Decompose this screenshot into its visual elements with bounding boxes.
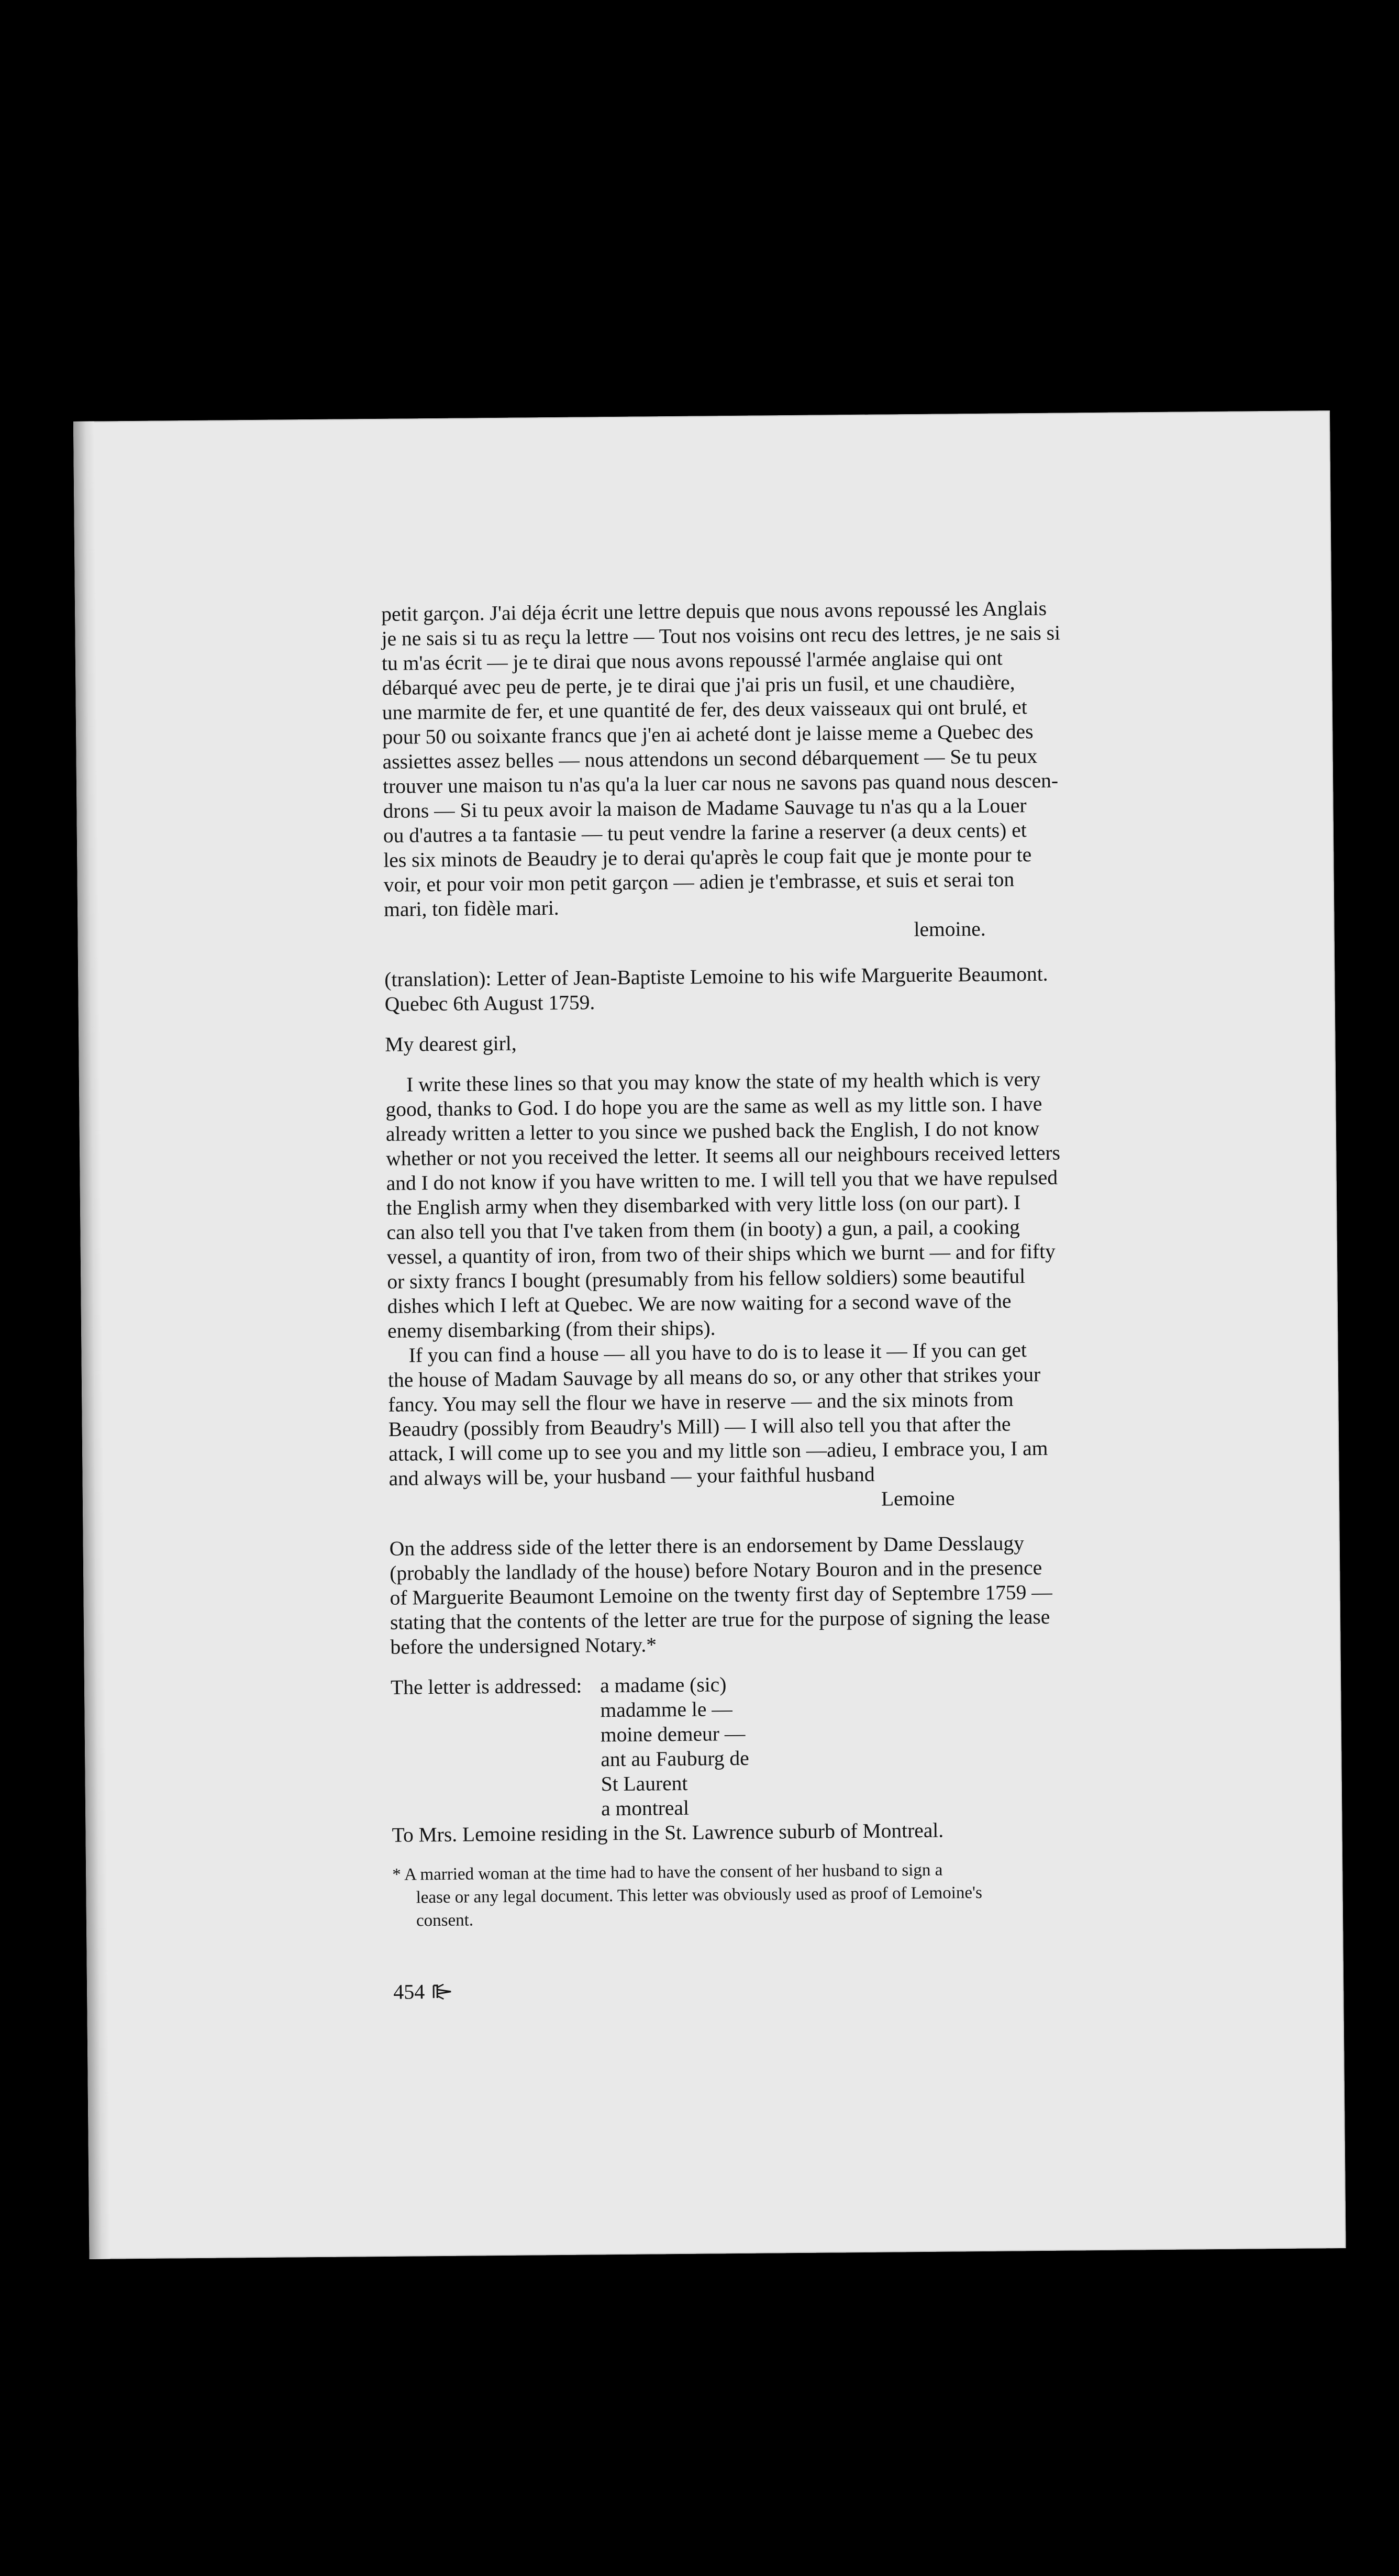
translation-heading-line: Quebec 6th August 1759. — [384, 991, 595, 1016]
endorsement-paragraph — [390, 1530, 1113, 1660]
translation-line: vessel, a quantity of iron, from two of their ships which we burnt — and for fifty — [386, 1239, 1056, 1269]
translation-line: or sixty francs I bought (presumably from his fellow soldiers) some beautiful — [387, 1264, 1026, 1293]
french-line: drons — Si tu peux avoir la maison de Madame Sauvage tu n'as qu a la Louer — [383, 794, 1027, 823]
french-line: voir, et pour voir mon petit garçon — adien je t'embrasse, et suis et serai ton — [383, 868, 1015, 896]
translation-line: whether or not you received the letter. It seems all our neighbours received letters — [386, 1141, 1061, 1170]
translation-line: Beaudry (possibly from Beaudry's Mill) — I will also tell you that after the — [388, 1412, 1011, 1441]
address-line: St Laurent — [601, 1771, 688, 1796]
translation-line: attack, I will come up to see you and my little son —adieu, I embrace you, I am — [388, 1436, 1048, 1465]
address-line: moine demeur — — [600, 1722, 746, 1747]
pointing-hand-icon — [432, 1982, 453, 2001]
endorsement-line: stating that the contents of the letter are true for the purpose of signing the lease — [390, 1605, 1050, 1634]
page-number-row — [393, 1973, 1116, 2004]
address-line: a madame (sic) — [599, 1673, 727, 1697]
translation-line: already written a letter to you since we pushed back the English, I do not know — [385, 1116, 1040, 1146]
salutation: My dearest girl, — [385, 1031, 517, 1056]
page-number: 454 — [393, 1980, 425, 2004]
translation-paragraph-2 — [387, 1337, 1112, 1516]
french-line: tu m'as écrit — je te dirai que nous avons repoussé l'armée anglaise qui ont — [381, 646, 1003, 675]
translation-line: the house of Madam Sauvage by all means do so, or any other that strikes your — [387, 1362, 1041, 1392]
french-line: assiettes assez belles — nous attendons un second débarquement — Se tu peux — [382, 744, 1038, 773]
translation-line: I write these lines so that you may know the state of my health which is very — [406, 1067, 1041, 1096]
address-block — [391, 1669, 1115, 1848]
footnote-line: A married woman at the time had to have the consent of her husband to sign a — [404, 1860, 943, 1884]
endorsement-line: (probably the landlady of the house) before Notary Bouron and in the presence — [390, 1556, 1042, 1585]
translation-line: fancy. You may sell the flour we have in reserve — and the six minots from — [388, 1387, 1014, 1416]
footnote-line: consent. — [416, 1911, 474, 1930]
french-letter — [381, 596, 1107, 947]
endorsement-line: On the address side of the letter there is an endorsement by Dame Desslaugy — [389, 1531, 1025, 1560]
address-translation: To Mrs. Lemoine residing in the St. Lawrence suburb of Montreal. — [392, 1818, 944, 1847]
translation-signature: Lemoine — [881, 1486, 955, 1511]
translation-heading — [384, 961, 1107, 1017]
french-line: les six minots de Beaudry je to derai qu'après le coup fait que je monte pour te — [383, 843, 1032, 872]
endorsement-line: before the undersigned Notary.* — [390, 1633, 657, 1659]
french-line: petit garçon. J'ai déja écrit une lettre depuis que nous avons repoussé les Anglais — [381, 596, 1047, 626]
address-line: ant au Fauburg de — [601, 1746, 749, 1771]
translation-line: the English army when they disembarked with very little loss (on our part). I — [386, 1191, 1021, 1219]
french-line: je ne sais si tu as reçu la lettre — Tout nos voisins ont recu des lettres, je ne sais si — [381, 621, 1061, 650]
address-label: The letter is addressed: — [390, 1674, 582, 1699]
french-line: trouver une maison tu n'as qu'a la luer car nous ne savons pas quand nous descen- — [382, 769, 1059, 798]
page-edge — [73, 421, 110, 2259]
footnote-marker: * — [392, 1865, 401, 1884]
french-line: débarqué avec peu de perte, je te dirai que j'ai pris un fusil, et une chaudière, — [382, 671, 1015, 699]
footnote-line: lease or any legal document. This letter was obviously used as proof of Lemoine's — [416, 1883, 982, 1907]
page-text-block — [381, 596, 1116, 2004]
document-page — [73, 410, 1346, 2259]
translation-line: enemy disembarking (from their ships). — [387, 1316, 716, 1342]
translation-line: good, thanks to God. I do hope you are the same as well as my little son. I have — [385, 1092, 1042, 1121]
translation-line: and I do not know if you have written to me. I will tell you that we have repulsed — [386, 1165, 1058, 1195]
french-line: une marmite de fer, et une quantité de fer, des deux vaisseaux qui ont brulé, et — [382, 695, 1027, 724]
translation-paragraph-1 — [385, 1067, 1110, 1343]
french-line: mari, ton fidèle mari. — [383, 896, 559, 921]
french-signature: lemoine. — [914, 917, 986, 941]
translation-line: and always will be, your husband — your faithful husband — [388, 1462, 875, 1490]
translation-line: can also tell you that I've taken from them (in booty) a gun, a pail, a cooking — [386, 1215, 1020, 1244]
translation-heading-line: (translation): Letter of Jean-Baptiste Lemoine to his wife Marguerite Beaumont. — [384, 962, 1048, 991]
address-line: madamme le — — [600, 1697, 732, 1722]
footnote — [392, 1857, 1115, 1933]
address-line: a montreal — [601, 1796, 690, 1820]
translation-line: If you can find a house — all you have to do is to lease it — If you can get — [408, 1338, 1027, 1367]
french-line: ou d'autres a ta fantasie — tu peut vendre la farine a reserver (a deux cents) et — [383, 818, 1027, 847]
translation-line: dishes which I left at Quebec. We are now waiting for a second wave of the — [387, 1289, 1012, 1318]
french-line: pour 50 ou soixante francs que j'en ai acheté dont je laisse meme a Quebec des — [382, 720, 1034, 749]
endorsement-line: of Marguerite Beaumont Lemoine on the twenty first day of Septembre 1759 — — [390, 1580, 1052, 1609]
